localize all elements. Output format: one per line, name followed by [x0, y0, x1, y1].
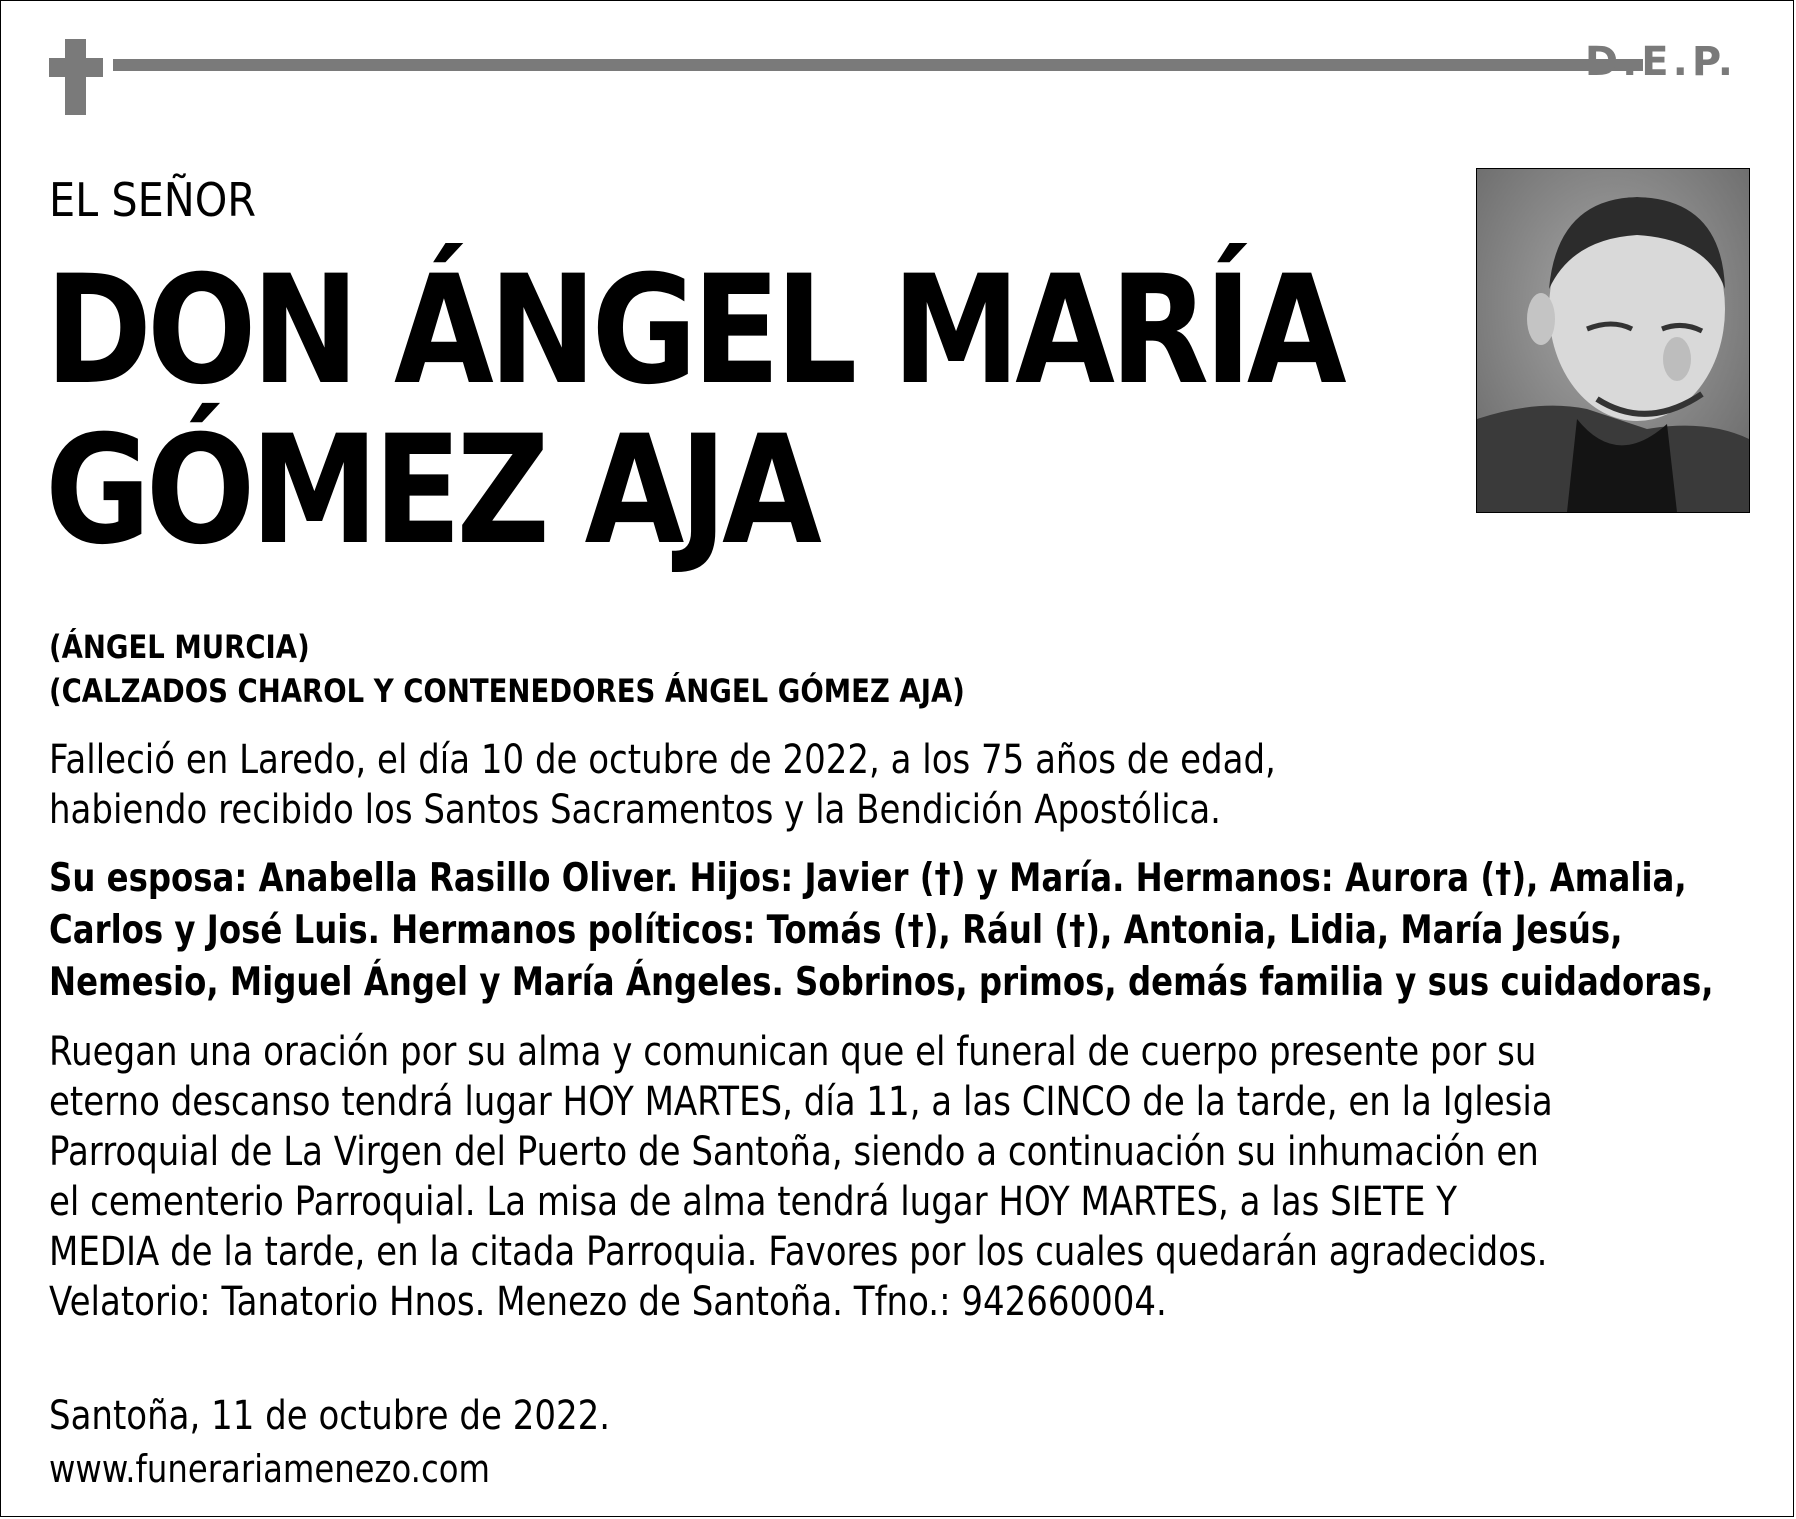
portrait-image — [1477, 169, 1749, 512]
alias-line: (CALZADOS CHAROL Y CONTENEDORES ÁNGEL GÓMEZ AJA) — [49, 672, 965, 710]
cross-icon — [49, 39, 73, 115]
name-line: DON ÁNGEL MARÍA — [45, 244, 1342, 418]
family-paragraph — [49, 853, 1714, 1009]
header-rule — [113, 59, 1643, 71]
service-line: MEDIA de la tarde, en la citada Parroquia. Favores por los cuales quedarán agradecidos. — [49, 1229, 1548, 1275]
family-line: Nemesio, Miguel Ángel y María Ángeles. Sobrinos, primos, demás familia y sus cuidadoras, — [49, 960, 1714, 1005]
death-line: habiendo recibido los Santos Sacramentos y la Bendición Apostólica. — [49, 787, 1221, 833]
portrait-photo — [1476, 168, 1750, 513]
dep-label: D.E.P. — [1584, 39, 1737, 85]
alias-block — [49, 625, 965, 713]
header-bar — [49, 39, 1749, 119]
honorific: EL SEÑOR — [49, 173, 257, 227]
service-line: Parroquial de La Virgen del Puerto de Santoña, siendo a continuación su inhumación en — [49, 1129, 1539, 1175]
place-date: Santoña, 11 de octubre de 2022. — [49, 1393, 611, 1439]
death-line: Falleció en Laredo, el día 10 de octubre de 2022, a los 75 años de edad, — [49, 737, 1276, 783]
alias-line: (ÁNGEL MURCIA) — [49, 628, 310, 666]
death-paragraph — [49, 735, 1276, 835]
name-line: GÓMEZ AJA — [45, 404, 817, 578]
service-line: Ruegan una oración por su alma y comunican que el funeral de cuerpo presente por su — [49, 1029, 1537, 1075]
family-line: Carlos y José Luis. Hermanos políticos: Tomás (†), Rául (†), Antonia, Lidia, María Jesús, — [49, 908, 1623, 953]
funeral-home-website[interactable]: www.funerariamenezo.com — [49, 1447, 490, 1491]
family-line: Su esposa: Anabella Rasillo Oliver. Hijos: Javier (†) y María. Hermanos: Aurora (†), Amalia, — [49, 856, 1687, 901]
deceased-name — [45, 244, 1342, 578]
service-line: Velatorio: Tanatorio Hnos. Menezo de Santoña. Tfno.: 942660004. — [49, 1279, 1167, 1325]
service-line: el cementerio Parroquial. La misa de alma tendrá lugar HOY MARTES, a las SIETE Y — [49, 1179, 1458, 1225]
service-line: eterno descanso tendrá lugar HOY MARTES, día 11, a las CINCO de la tarde, en la Iglesia — [49, 1079, 1553, 1125]
service-paragraph — [49, 1027, 1553, 1327]
